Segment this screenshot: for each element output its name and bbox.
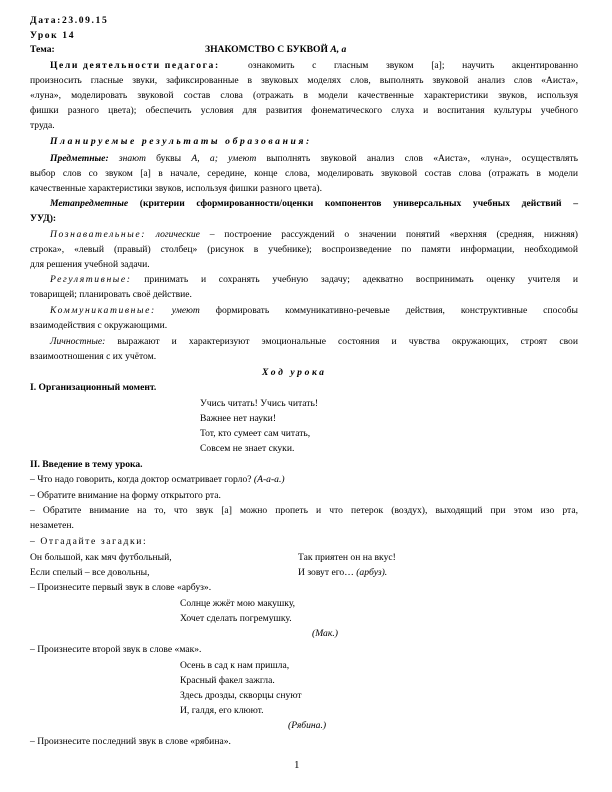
results-heading: Планируемые результаты образования: <box>50 136 312 147</box>
answer-mak: (Мак.) <box>312 628 338 639</box>
lesson-flow-heading: Ход урока <box>262 367 327 378</box>
riddle-left-line: Он большой, как мяч футбольный, <box>30 552 172 563</box>
task-first-sound: – Произнесите первый звук в слове «арбуз». <box>30 582 212 593</box>
cognitive-results-line: для решения учебной задачи. <box>30 259 150 270</box>
poem1-line: Учись читать! Учись читать! <box>200 398 319 409</box>
poem1-line: Важнее нет науки! <box>200 413 277 424</box>
goals-line: ознакомить с гласным звуком [а]; научить акцентированно <box>248 60 578 71</box>
answer-ryabina: (Рябина.) <box>288 720 327 731</box>
personal-results: Личностные: выражают и характеризуют эмоциональные состояния и чувства окружающих, строят свои <box>50 336 578 347</box>
riddles-label: – Отгадайте загадки: <box>30 536 148 547</box>
regulatory-results-line: товарищей; планировать своё действие. <box>30 289 192 300</box>
page-number: 1 <box>294 759 300 771</box>
goals-line: фишки разного цвета); обеспечить условия для развития фонематического слуха и воспитания культуры учебного <box>30 105 578 116</box>
riddle-right-line: И зовут его… (арбуз). <box>298 567 388 578</box>
instruction-sound-line: незаметен. <box>30 520 74 531</box>
poem3-line: Осень в сад к нам пришла, <box>180 660 290 671</box>
question-doctor: – Что надо говорить, когда доктор осматривает горло? (А-а-а.) <box>30 474 285 485</box>
poem3-line: И, галдя, его клюют. <box>180 705 264 716</box>
section-intro: II. Введение в тему урока. <box>30 459 143 470</box>
regulatory-results: Регулятивные: принимать и сохранять учебную задачу; адекватно воспринимать оценку учителя и <box>50 274 578 285</box>
poem3-line: Здесь дрозды, скворцы снуют <box>180 690 302 701</box>
goals-line: произносить гласные звуки, зафиксированные в звуковых моделях слов, выполнять звуковой анализ слов «Аиста», <box>30 75 578 86</box>
meta-results: Метапредметные (критерии сформированности/оценки компонентов универсальных учебных действий – <box>50 198 578 209</box>
topic-title: ЗНАКОМСТВО С БУКВОЙ А, а <box>205 44 347 55</box>
communicative-results-line: взаимодействия с окружающими. <box>30 320 168 331</box>
poem3-line: Красный факел зажгла. <box>180 675 275 686</box>
goals-line: труда. <box>30 120 55 131</box>
topic-label: Тема: <box>30 44 55 55</box>
instruction-sound: – Обратите внимание на то, что звук [а] можно пропеть и что петерок (воздух), выходящий при этом изо рта, <box>30 505 578 516</box>
cognitive-results: Познавательные: логические – построение рассуждений о значении понятий «верхняя (средняя, нижняя) <box>50 229 578 240</box>
meta-results-line: УУД): <box>30 213 57 224</box>
subject-results-line: качественные характеристики звуков, используя фишки разного цвета). <box>30 183 322 194</box>
goals-label: Цели деятельности педагога: <box>50 60 220 71</box>
goals-line: «луна», моделировать звуковой состав слова (отражать в модели качественные характеристики звуков, используя <box>30 90 578 101</box>
section-organizational: I. Организационный момент. <box>30 382 157 393</box>
lesson-date: Дата:23.09.15 <box>30 15 109 26</box>
personal-results-line: взаимоотношения с их учётом. <box>30 351 157 362</box>
riddle-left-line: Если спелый – все довольны, <box>30 567 150 578</box>
task-last-sound: – Произнесите последний звук в слове «рябина». <box>30 736 231 747</box>
subject-results: Предметные: знают буквы А, а; умеют выполнять звуковой анализ слов «Аиста», «луна», осуществлять <box>50 153 579 164</box>
lesson-number: Урок 14 <box>30 30 76 41</box>
poem1-line: Тот, кто сумеет сам читать, <box>200 428 311 439</box>
poem2-line: Солнце жжёт мою макушку, <box>180 598 296 609</box>
subject-results-line: выбор слов со звуком [а] в начале, середине, конце слова, моделировать звуковой состав слова (отражать в модели <box>30 168 578 179</box>
poem2-line: Хочет сделать погремушку. <box>180 613 292 624</box>
poem1-line: Совсем не знает скуки. <box>200 443 295 454</box>
task-second-sound: – Произнесите второй звук в слове «мак». <box>30 644 202 655</box>
instruction-mouth: – Обратите внимание на форму открытого рта. <box>30 490 221 501</box>
riddle-right-line: Так приятен он на вкус! <box>298 552 396 563</box>
communicative-results: Коммуникативные: умеют формировать коммуникативно-речевые действия, конструктивные способы <box>50 305 578 316</box>
cognitive-results-line: строка», «левый (правый) столбец» (рисунок в учебнике); воспроизведение по памяти информации, необходимой <box>30 244 578 255</box>
